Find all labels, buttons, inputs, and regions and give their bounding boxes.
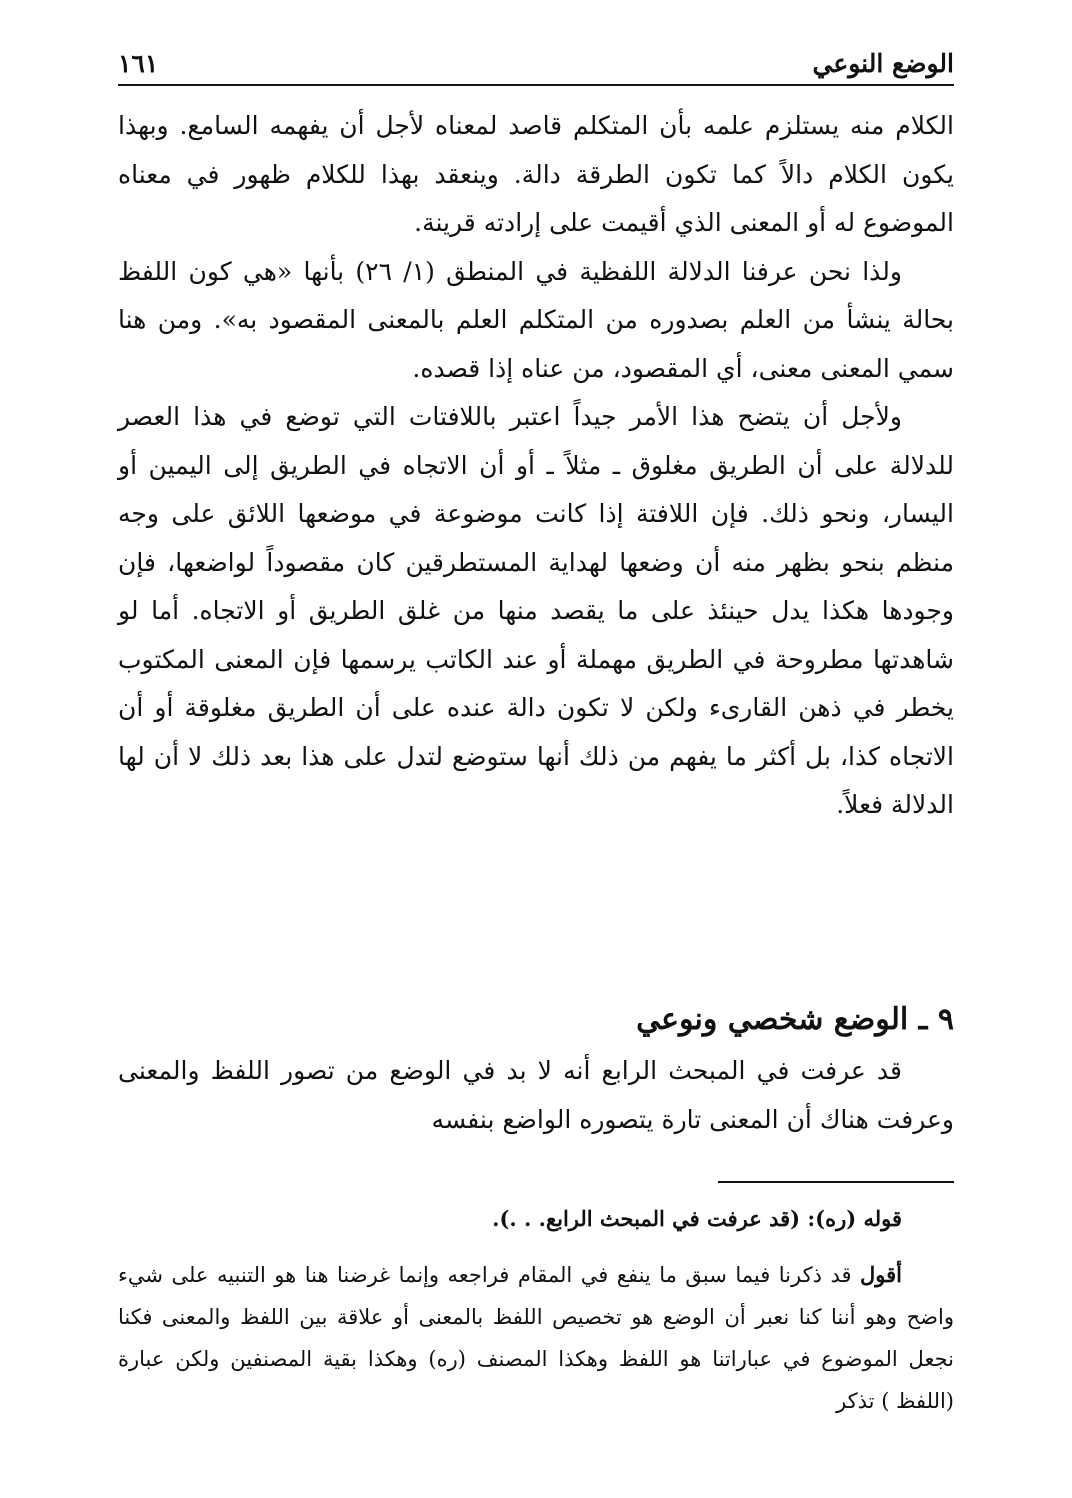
paragraph-2: ولذا نحن عرفنا الدلالة اللفظية في المنطق (١/ ٢٦) بأنها «هي كون اللفظ بحالة ينشأ من العلم بصدوره من المتكلم العلم بالمعنى المقصود به». ومن هنا سمي المعنى معنى، أي المقصود، من عناه إذا قصده. [118, 256, 954, 383]
chapter-title: الوضع النوعي [812, 49, 954, 78]
main-text [118, 102, 954, 830]
paragraph-1: الكلام منه يستلزم علمه بأن المتكلم قاصد لمعناه لأجل أن يفهمه السامع. وبهذا يكون الكلام دالاً كما تكون الطرقة دالة. وينعقد بهذا للكلام ظهور في معناه الموضوع له أو المعنى الذي أقيمت على إرادته قرينة. [118, 111, 954, 237]
footnote-heading: قوله (ره): (قد عرفت في المبحث الرابع. . .). [492, 1206, 902, 1231]
footnote-text: قد ذكرنا فيما سبق ما ينفع في المقام فراجعه وإنما غرضنا هنا هو التنبيه على شيء واضح وهو أننا كنا نعبر أن الوضع هو تخصيص اللفظ بالمعنى أو علاقة بين اللفظ والمعنى فكنا نجعل الموضوع في عباراتنا هو اللفظ وهكذا المصنف (ره) وهكذا بقية المصنفين ولكن عبارة (اللفظ ) تذكر [118, 1263, 954, 1413]
page-number: ١٦١ [118, 49, 159, 78]
section-text [118, 1047, 954, 1144]
section-heading: ٩ ـ الوضع شخصي ونوعي [636, 1002, 954, 1037]
section-paragraph: قد عرفت في المبحث الرابع أنه لا بد في الوضع من تصور اللفظ والمعنى وعرفت هناك أن المعنى تارة يتصوره الواضع بنفسه [118, 1056, 954, 1134]
footnote-separator [718, 1181, 954, 1183]
footnote-lead-word: أقول [860, 1262, 902, 1287]
footnote [118, 1198, 954, 1422]
running-header [118, 38, 954, 86]
paragraph-3: ولأجل أن يتضح هذا الأمر جيداً اعتبر باللافتات التي توضع في هذا العصر للدلالة على أن الطريق مغلوق ـ مثلاً ـ أو أن الاتجاه في الطريق إلى اليمين أو اليسار، ونحو ذلك. فإن اللافتة إذا كانت موضوعة في موضعها اللائق على وجه منظم بنحو بظهر منه أن وضعها لهداية المستطرقين كان مقصوداً لواضعها، فإن وجودها هكذا يدل حينئذ على ما يقصد منها من غلق الطريق أو الاتجاه. أما لو شاهدتها مطروحة في الطريق مهملة أو عند الكاتب يرسمها فإن المعنى المكتوب يخطر في ذهن القارىء ولكن لا تكون دالة عنده على أن الطريق مغلوقة أو أن الاتجاه كذا، بل أكثر ما يفهم من ذلك أنها ستوضع لتدل على هذا بعد ذلك لا أن لها الدلالة فعلاً. [118, 402, 954, 819]
footnote-body [118, 1254, 954, 1422]
